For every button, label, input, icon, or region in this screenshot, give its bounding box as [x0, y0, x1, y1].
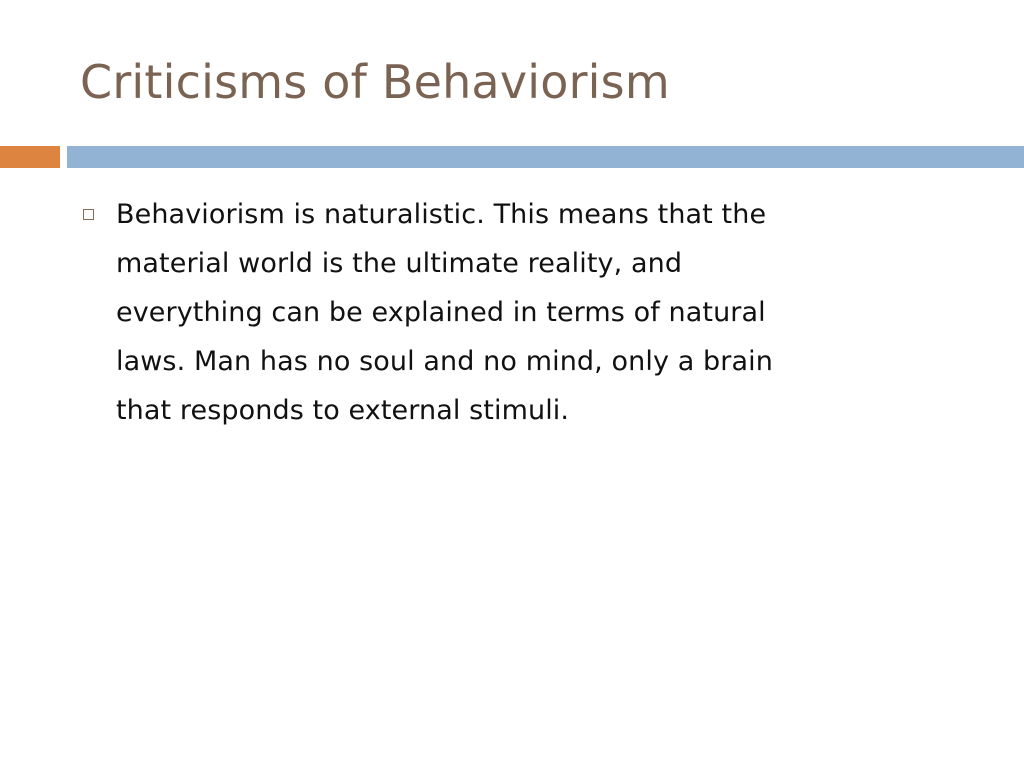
- bullet-text-line: that responds to external stimuli.: [116, 395, 570, 426]
- bullet-text: [116, 190, 916, 435]
- square-bullet-icon: [83, 209, 94, 220]
- slide-content: [80, 190, 960, 435]
- accent-bar-orange: [0, 146, 60, 168]
- bullet-text-line: Behaviorism is naturalistic. This means that the: [116, 199, 767, 230]
- bullet-text-line: everything can be explained in terms of natural: [116, 297, 766, 328]
- bullet-text-line: material world is the ultimate reality, and: [116, 248, 683, 279]
- slide-title: Criticisms of Behaviorism: [80, 55, 670, 109]
- bullet-text-line: laws. Man has no soul and no mind, only a brain: [116, 346, 773, 377]
- bullet-item: [80, 190, 960, 435]
- accent-bar-blue: [67, 146, 1024, 168]
